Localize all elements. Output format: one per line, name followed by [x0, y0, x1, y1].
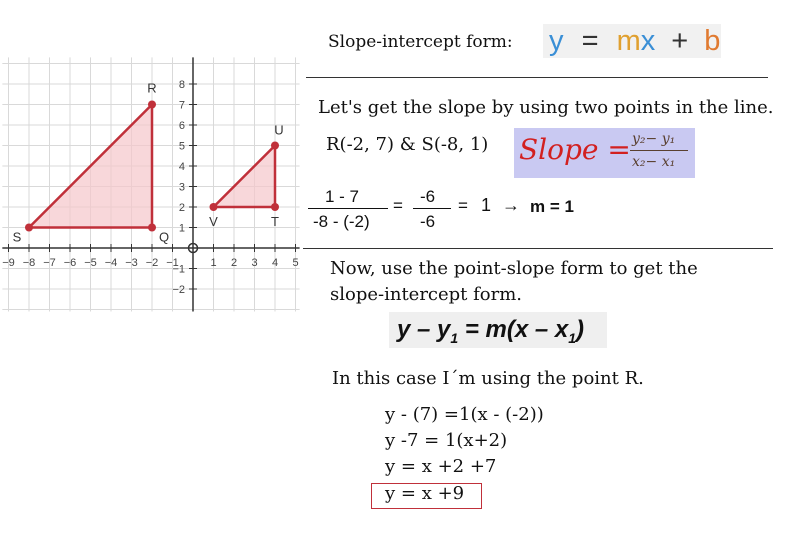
- y-tick-label: 6: [178, 120, 185, 132]
- point-v: [210, 203, 218, 211]
- si-b: b: [704, 25, 721, 57]
- x-tick-label: 4: [271, 257, 279, 269]
- step-2: y -7 = 1(x+2): [385, 430, 508, 451]
- point-t: [271, 203, 279, 211]
- calc-result: 1: [481, 195, 492, 215]
- arrow-icon: →: [502, 195, 520, 215]
- coordinate-graph: [0, 0, 300, 320]
- divider-2: [303, 248, 773, 249]
- si-y: y: [549, 25, 564, 57]
- slope-intercept-label: Slope-intercept form:: [328, 32, 513, 52]
- si-m: m: [616, 25, 641, 57]
- case-text: In this case I´m using the point R.: [332, 368, 644, 389]
- point-label-q: Q: [158, 229, 170, 245]
- x-tick-label: −4: [104, 257, 118, 269]
- point-label-v: V: [209, 214, 218, 229]
- si-eq: =: [581, 25, 599, 57]
- ps-part1: y – y: [397, 316, 451, 343]
- y-tick-label: 2: [178, 202, 185, 214]
- slope-fraction-bar: [630, 150, 688, 151]
- ps-sub2: 1: [568, 329, 577, 346]
- calc-eq1: =: [393, 196, 403, 215]
- y-tick-label: −2: [172, 284, 185, 296]
- x-tick-label: −3: [125, 257, 138, 269]
- final-answer: y = x +9: [385, 483, 465, 504]
- calc-bar2: [413, 208, 451, 209]
- slope-numerator: y₂− y₁: [632, 131, 676, 147]
- x-tick-label: −8: [22, 257, 36, 269]
- si-x: x: [640, 25, 656, 57]
- x-tick-label: 3: [251, 257, 258, 269]
- x-tick-label: 5: [292, 257, 299, 269]
- y-tick-label: 3: [178, 181, 185, 194]
- y-tick-label: 1: [178, 222, 185, 235]
- points-text: R(-2, 7) & S(-8, 1): [326, 134, 489, 155]
- y-tick-label: −1: [172, 263, 185, 276]
- slope-intro-text: Let's get the slope by using two points in the line.: [318, 97, 774, 118]
- calc-eq2: =: [458, 196, 468, 215]
- point-s: [25, 224, 33, 232]
- now-text-line2: slope-intercept form.: [330, 284, 523, 305]
- y-tick-label: 5: [178, 140, 185, 153]
- point-u: [271, 142, 279, 150]
- y-tick-label: 4: [178, 161, 185, 173]
- triangle-vut: [214, 146, 276, 208]
- slope-denominator: x₂− x₁: [632, 154, 676, 170]
- x-tick-label: 1: [210, 257, 217, 269]
- ps-part2: = m(x – x: [458, 316, 569, 343]
- calc-bar1: [308, 208, 388, 209]
- y-tick-label: 8: [178, 79, 185, 91]
- x-tick-label: −1: [166, 257, 179, 269]
- slope-word: Slope =: [519, 133, 631, 166]
- y-tick-label: 7: [178, 99, 185, 112]
- point-label-s: S: [12, 229, 22, 245]
- point-slope-formula: [389, 312, 607, 348]
- divider-1: [306, 77, 768, 78]
- calc-den2: -6: [420, 212, 436, 231]
- point-q: [148, 224, 156, 232]
- point-label-u: U: [274, 122, 284, 138]
- slope-formula-box: [514, 128, 695, 178]
- slope-result: m = 1: [530, 197, 574, 216]
- x-tick-label: −6: [63, 257, 77, 269]
- now-text-line1: Now, use the point-slope form to get the: [330, 258, 698, 279]
- point-label-t: T: [271, 214, 279, 229]
- step-1: y - (7) =1(x - (-2)): [385, 404, 544, 425]
- slope-intercept-formula: [543, 24, 721, 58]
- x-tick-label: 2: [230, 257, 238, 269]
- x-tick-label: −9: [2, 257, 15, 269]
- calc-num1: 1 - 7: [325, 187, 360, 206]
- x-tick-label: −5: [84, 257, 97, 269]
- si-plus: +: [671, 25, 689, 57]
- x-tick-label: −7: [43, 257, 56, 269]
- ps-sub1: 1: [450, 329, 459, 346]
- point-r: [148, 101, 156, 109]
- calc-den1: -8 - (-2): [313, 212, 370, 231]
- ps-part3: ): [576, 316, 585, 343]
- x-tick-label: −2: [145, 257, 159, 269]
- point-label-r: R: [147, 80, 157, 96]
- calc-num2: -6: [420, 187, 436, 206]
- step-3: y = x +2 +7: [385, 456, 497, 477]
